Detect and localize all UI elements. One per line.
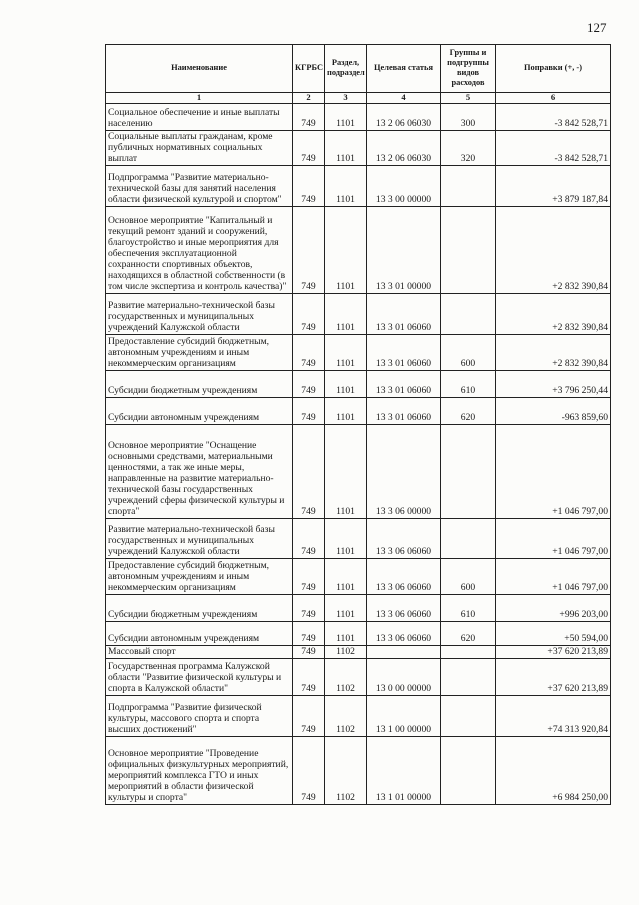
- row-expense-group: [441, 659, 496, 696]
- row-target-article: 13 3 00 00000: [367, 166, 441, 207]
- table-row: [106, 398, 611, 425]
- row-target-article: 13 3 01 06060: [367, 398, 441, 425]
- row-kgrbs: 749: [293, 104, 325, 131]
- row-name: Основное мероприятие "Проведение официальных физкультурных мероприятий, мероприятий комплекса ГТО и иных мероприятий в области физической культуры и спорта": [106, 737, 293, 805]
- row-name: Массовый спорт: [106, 646, 293, 659]
- row-amount: +37 620 213,89: [496, 659, 611, 696]
- row-section: 1102: [325, 646, 367, 659]
- row-expense-group: 610: [441, 371, 496, 398]
- table-row: [106, 335, 611, 371]
- row-name: Развитие материально-технической базы государственных и муниципальных учреждений Калужской области: [106, 519, 293, 559]
- row-section: 1102: [325, 659, 367, 696]
- row-expense-group: [441, 207, 496, 294]
- row-target-article: 13 1 01 00000: [367, 737, 441, 805]
- row-target-article: 13 0 00 00000: [367, 659, 441, 696]
- row-amount: -3 842 528,71: [496, 104, 611, 131]
- row-name: Предоставление субсидий бюджетным, автономным учреждениям и иным некоммерческим организациям: [106, 559, 293, 595]
- row-section: 1102: [325, 737, 367, 805]
- row-amount: +37 620 213,89: [496, 646, 611, 659]
- row-expense-group: [441, 519, 496, 559]
- table-row: [106, 595, 611, 622]
- table-row: [106, 294, 611, 335]
- row-section: 1101: [325, 595, 367, 622]
- row-amount: -963 859,60: [496, 398, 611, 425]
- row-kgrbs: 749: [293, 595, 325, 622]
- row-name: Основное мероприятие "Оснащение основными средствами, материальными ценностями, а так же иные меры, направленные на развитие материально-технической базы государственных учреждений сферы физической культуры и спорта": [106, 425, 293, 519]
- row-kgrbs: 749: [293, 335, 325, 371]
- row-target-article: 13 3 06 06060: [367, 595, 441, 622]
- table-row: [106, 131, 611, 166]
- row-kgrbs: 749: [293, 519, 325, 559]
- column-number: 3: [325, 93, 367, 104]
- table-row: [106, 207, 611, 294]
- header-expense-group: Группы и подгруппы видов расходов: [441, 45, 496, 93]
- row-kgrbs: 749: [293, 737, 325, 805]
- table-row: [106, 646, 611, 659]
- column-number: 6: [496, 93, 611, 104]
- row-section: 1101: [325, 131, 367, 166]
- header-section: Раздел, подраздел: [325, 45, 367, 93]
- row-kgrbs: 749: [293, 646, 325, 659]
- row-target-article: 13 3 06 06060: [367, 519, 441, 559]
- row-target-article: 13 2 06 06030: [367, 104, 441, 131]
- table-row: [106, 519, 611, 559]
- table-row: [106, 737, 611, 805]
- row-name: Социальное обеспечение и иные выплаты населению: [106, 104, 293, 131]
- row-expense-group: 320: [441, 131, 496, 166]
- row-kgrbs: 749: [293, 207, 325, 294]
- row-target-article: 13 3 06 06060: [367, 622, 441, 646]
- table-row: [106, 166, 611, 207]
- row-expense-group: 600: [441, 335, 496, 371]
- row-expense-group: [441, 737, 496, 805]
- table-row: [106, 559, 611, 595]
- row-expense-group: 600: [441, 559, 496, 595]
- row-target-article: [367, 646, 441, 659]
- row-kgrbs: 749: [293, 696, 325, 737]
- column-number: 4: [367, 93, 441, 104]
- row-expense-group: [441, 646, 496, 659]
- header-name: Наименование: [106, 45, 293, 93]
- column-number: 1: [106, 93, 293, 104]
- row-amount: +2 832 390,84: [496, 335, 611, 371]
- row-kgrbs: 749: [293, 131, 325, 166]
- column-number: 5: [441, 93, 496, 104]
- row-section: 1101: [325, 335, 367, 371]
- row-expense-group: [441, 166, 496, 207]
- budget-amendments-table: [105, 44, 611, 805]
- row-section: 1101: [325, 207, 367, 294]
- row-amount: +2 832 390,84: [496, 294, 611, 335]
- row-amount: +2 832 390,84: [496, 207, 611, 294]
- row-amount: +50 594,00: [496, 622, 611, 646]
- row-amount: -3 842 528,71: [496, 131, 611, 166]
- row-expense-group: 620: [441, 622, 496, 646]
- row-target-article: 13 2 06 06030: [367, 131, 441, 166]
- row-expense-group: [441, 294, 496, 335]
- row-section: 1101: [325, 398, 367, 425]
- row-kgrbs: 749: [293, 166, 325, 207]
- row-amount: +1 046 797,00: [496, 519, 611, 559]
- row-kgrbs: 749: [293, 371, 325, 398]
- row-expense-group: [441, 425, 496, 519]
- row-kgrbs: 749: [293, 398, 325, 425]
- row-expense-group: 620: [441, 398, 496, 425]
- row-name: Субсидии бюджетным учреждениям: [106, 371, 293, 398]
- row-section: 1101: [325, 425, 367, 519]
- row-expense-group: 610: [441, 595, 496, 622]
- table-row: [106, 696, 611, 737]
- row-section: 1101: [325, 559, 367, 595]
- row-amount: +996 203,00: [496, 595, 611, 622]
- row-kgrbs: 749: [293, 559, 325, 595]
- row-name: Субсидии автономным учреждениям: [106, 622, 293, 646]
- row-target-article: 13 3 06 00000: [367, 425, 441, 519]
- row-expense-group: [441, 696, 496, 737]
- row-section: 1101: [325, 294, 367, 335]
- row-target-article: 13 3 06 06060: [367, 559, 441, 595]
- column-number-row: [106, 93, 611, 104]
- row-name: Подпрограмма "Развитие материально-технической базы для занятий населения области физической культурой и спортом": [106, 166, 293, 207]
- header-kgrbs: КГРБС: [293, 45, 325, 93]
- row-amount: +3 879 187,84: [496, 166, 611, 207]
- row-section: 1101: [325, 166, 367, 207]
- table-row: [106, 104, 611, 131]
- row-section: 1101: [325, 104, 367, 131]
- row-amount: +1 046 797,00: [496, 425, 611, 519]
- header-target-article: Целевая статья: [367, 45, 441, 93]
- row-target-article: 13 1 00 00000: [367, 696, 441, 737]
- row-section: 1102: [325, 696, 367, 737]
- row-name: Государственная программа Калужской области "Развитие физической культуры и спорта в Калужской области": [106, 659, 293, 696]
- table-row: [106, 622, 611, 646]
- header-amendments: Поправки (+, -): [496, 45, 611, 93]
- column-number: 2: [293, 93, 325, 104]
- row-section: 1101: [325, 622, 367, 646]
- page-number: 127: [587, 20, 607, 35]
- row-section: 1101: [325, 519, 367, 559]
- row-name: Субсидии бюджетным учреждениям: [106, 595, 293, 622]
- row-amount: +6 984 250,00: [496, 737, 611, 805]
- row-target-article: 13 3 01 06060: [367, 371, 441, 398]
- table-row: [106, 371, 611, 398]
- row-amount: +74 313 920,84: [496, 696, 611, 737]
- row-target-article: 13 3 01 06060: [367, 294, 441, 335]
- table-row: [106, 425, 611, 519]
- row-name: Предоставление субсидий бюджетным, автономным учреждениям и иным некоммерческим организациям: [106, 335, 293, 371]
- row-kgrbs: 749: [293, 294, 325, 335]
- row-name: Развитие материально-технической базы государственных и муниципальных учреждений Калужской области: [106, 294, 293, 335]
- row-kgrbs: 749: [293, 425, 325, 519]
- row-name: Социальные выплаты гражданам, кроме публичных нормативных социальных выплат: [106, 131, 293, 166]
- row-expense-group: 300: [441, 104, 496, 131]
- row-target-article: 13 3 01 06060: [367, 335, 441, 371]
- row-kgrbs: 749: [293, 622, 325, 646]
- row-amount: +3 796 250,44: [496, 371, 611, 398]
- row-section: 1101: [325, 371, 367, 398]
- row-target-article: 13 3 01 00000: [367, 207, 441, 294]
- row-amount: +1 046 797,00: [496, 559, 611, 595]
- table-row: [106, 659, 611, 696]
- row-name: Субсидии автономным учреждениям: [106, 398, 293, 425]
- row-name: Подпрограмма "Развитие физической культуры, массового спорта и спорта высших достижений": [106, 696, 293, 737]
- row-kgrbs: 749: [293, 659, 325, 696]
- row-name: Основное мероприятие "Капитальный и текущий ремонт зданий и сооружений, благоустройство и иные мероприятия для обеспечения эксплуатационной сохранности спортивных объектов, находящихся в областной собственности (в том числе экспертиза и контроль качества)": [106, 207, 293, 294]
